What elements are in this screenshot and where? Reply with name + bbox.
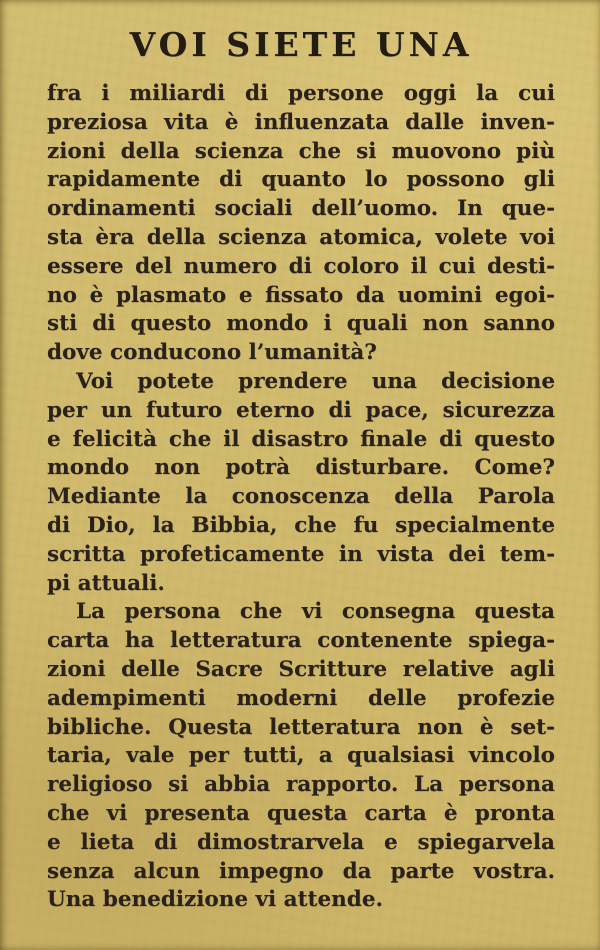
text-line: di Dio, la Bibbia, che fu specialmente	[47, 512, 555, 538]
text-line: scritta profeticamente in vista dei tem-	[47, 541, 555, 567]
text-line: religioso si abbia rapporto. La persona	[47, 772, 555, 798]
text-line: per un futuro eterno di pace, sicurezza	[47, 397, 555, 423]
text-line: e felicità che il disastro finale di questo	[47, 426, 555, 452]
text-line: Voi potete prendere una decisione	[76, 368, 555, 394]
text-line: fra i miliardi di persone oggi la cui	[47, 81, 555, 106]
text-line: adempimenti moderni delle profezie	[47, 685, 555, 711]
text-line: zioni della scienza che si muovono più	[47, 138, 555, 164]
text-line: Una benedizione vi attende.	[47, 887, 383, 913]
text-line: pi attuali.	[47, 570, 165, 596]
text-line: che vi presenta questa carta è pronta	[47, 800, 555, 826]
text-line: dove conducono l’umanità?	[47, 340, 377, 366]
text-line: preziosa vita è influenzata dalle inven-	[47, 109, 555, 135]
text-line: taria, vale per tutti, a qualsiasi vincolo	[47, 743, 555, 769]
text-line: sti di questo mondo i quali non sanno	[47, 311, 555, 337]
text-line: zioni delle Sacre Scritture relative agli	[47, 656, 555, 682]
text-line: carta ha letteratura contenente spiega-	[47, 628, 555, 654]
text-line: Mediante la conoscenza della Parola	[47, 484, 555, 510]
document-title: VOI SIETE UNA	[129, 25, 473, 64]
text-line: bibliche. Questa letteratura non è set-	[47, 714, 555, 740]
text-line: no è plasmato e fissato da uomini egoi-	[47, 282, 555, 308]
text-line: e lieta di dimostrarvela e spiegarvela	[47, 829, 555, 855]
text-line: senza alcun impegno da parte vostra.	[47, 858, 555, 884]
text-line: ordinamenti sociali dell’uomo. In que-	[47, 196, 555, 222]
text-line: essere del numero di coloro il cui desti-	[47, 253, 555, 279]
text-line: La persona che vi consegna questa	[76, 599, 555, 625]
text-line: rapidamente di quanto lo possono gli	[47, 167, 555, 193]
text-block	[47, 22, 555, 915]
text-line: mondo non potrà disturbare. Come?	[47, 455, 555, 481]
text-line: sta èra della scienza atomica, volete voi	[47, 224, 555, 250]
